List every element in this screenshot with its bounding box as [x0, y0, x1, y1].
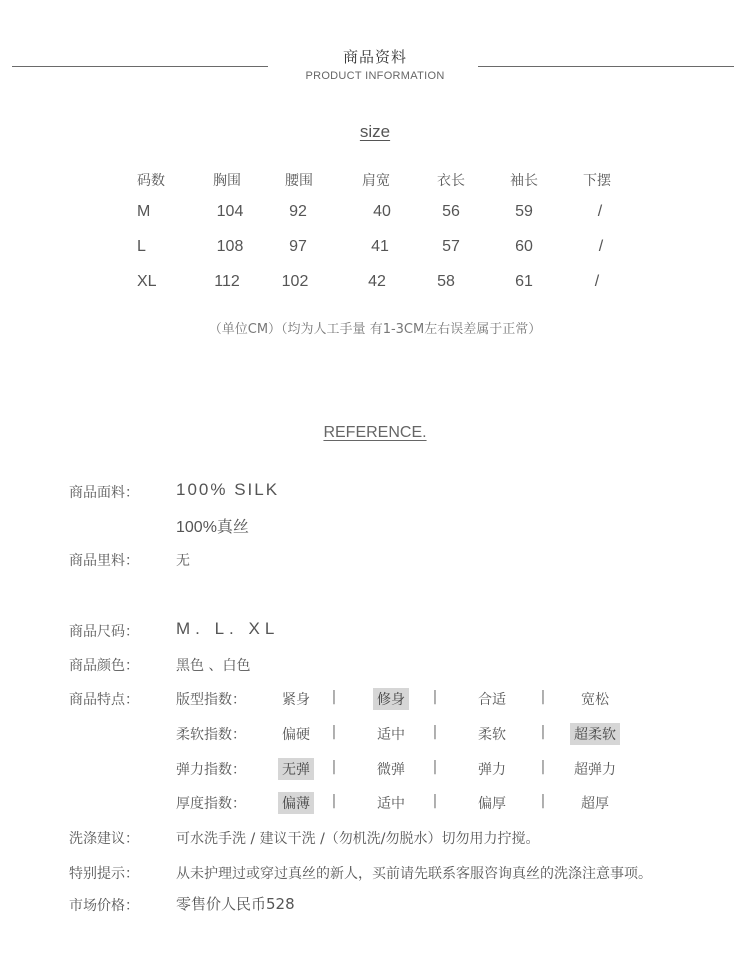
feature-option: 弹力 [478, 762, 506, 778]
page-title-cn: 商品资料 [342, 48, 407, 66]
feature-separator: | [331, 793, 337, 809]
size-cell: / [598, 238, 604, 255]
size-cell: XL [137, 273, 157, 290]
size-cell: 102 [281, 273, 309, 290]
size-cell: / [597, 203, 603, 220]
feature-separator: | [540, 724, 546, 740]
size-col-header: 衣长 [437, 172, 465, 188]
feature-row-label: 厚度指数： [176, 796, 246, 812]
feature-option: 宽松 [581, 692, 609, 708]
size-cell: 58 [437, 273, 455, 290]
feature-option: 紧身 [282, 692, 310, 708]
fabric-value-cn: 100%真丝 [176, 519, 249, 536]
fabric-value-en: 100% SILK [176, 480, 280, 499]
feature-option: 柔软 [478, 727, 506, 743]
feature-option: 合适 [478, 692, 506, 708]
feature-label: 商品特点： [69, 692, 139, 708]
feature-separator: | [432, 759, 438, 775]
size-cell: M [137, 203, 151, 220]
feature-row-label: 弹力指数： [176, 762, 246, 778]
size-cell: 60 [515, 238, 533, 255]
size-cell: / [594, 273, 600, 290]
feature-separator: | [540, 689, 546, 705]
feature-separator: | [432, 793, 438, 809]
feature-separator: | [540, 793, 546, 809]
size-cell: 56 [442, 203, 460, 220]
size-cell: 97 [289, 238, 307, 255]
size-cell: 40 [373, 203, 391, 220]
notice-value: 从未护理过或穿过真丝的新人，买前请先联系客服咨询真丝的洗涤注意事项。 [176, 866, 652, 882]
washing-label: 洗涤建议： [69, 831, 139, 847]
size-col-header: 胸围 [213, 172, 241, 188]
washing-value: 可水洗手洗 / 建议干洗 /（勿机洗/勿脱水）切勿用力拧搅。 [176, 831, 540, 847]
size-cell: 59 [515, 203, 533, 220]
size-col-header: 肩宽 [362, 172, 390, 188]
feature-row-label: 柔软指数： [176, 727, 246, 743]
feature-separator: | [432, 724, 438, 740]
price-label: 市场价格： [69, 898, 139, 914]
feature-option: 偏硬 [282, 727, 310, 743]
notice-label: 特别提示： [69, 866, 139, 882]
size-cell: 42 [368, 273, 386, 290]
feature-separator: | [331, 759, 337, 775]
size-col-header: 下摆 [583, 172, 611, 188]
lining-value: 无 [176, 553, 190, 569]
lining-label: 商品里料： [69, 553, 139, 569]
size-label: 商品尺码： [69, 624, 139, 640]
size-cell: 108 [216, 238, 244, 255]
feature-option-selected: 无弹 [278, 758, 314, 780]
size-cell: 57 [442, 238, 460, 255]
feature-option: 超厚 [581, 796, 609, 812]
feature-option: 偏厚 [478, 796, 506, 812]
size-cell: 61 [515, 273, 533, 290]
feature-option-selected: 修身 [373, 688, 409, 710]
feature-row-label: 版型指数： [176, 692, 246, 708]
color-label: 商品颜色： [69, 658, 139, 674]
size-value: M. L. XL [176, 619, 280, 638]
feature-option: 超弹力 [574, 762, 616, 778]
size-cell: 92 [289, 203, 307, 220]
feature-option: 微弹 [377, 762, 405, 778]
feature-separator: | [331, 689, 337, 705]
size-cell: 112 [214, 273, 240, 290]
size-cell: 104 [216, 203, 244, 220]
size-cell: L [137, 238, 146, 255]
color-value: 黑色 、白色 [176, 658, 251, 674]
page-title-en: PRODUCT INFORMATION [305, 70, 445, 82]
size-col-header: 腰围 [285, 172, 313, 188]
feature-separator: | [331, 724, 337, 740]
size-note: （单位CM）（均为人工手量 有1-3CM左右误差属于正常） [208, 322, 542, 337]
feature-option-selected: 超柔软 [570, 723, 620, 745]
feature-option: 适中 [377, 727, 405, 743]
feature-separator: | [540, 759, 546, 775]
feature-option: 适中 [377, 796, 405, 812]
feature-option-selected: 偏薄 [278, 792, 314, 814]
size-col-header: 袖长 [510, 172, 538, 188]
size-cell: 41 [371, 238, 389, 255]
price-value: 零售价人民币528 [176, 895, 295, 913]
size-section-title: size [359, 122, 391, 141]
feature-separator: | [432, 689, 438, 705]
fabric-label: 商品面料： [69, 485, 139, 501]
reference-title: REFERENCE. [323, 424, 427, 441]
size-col-header: 码数 [137, 172, 165, 188]
